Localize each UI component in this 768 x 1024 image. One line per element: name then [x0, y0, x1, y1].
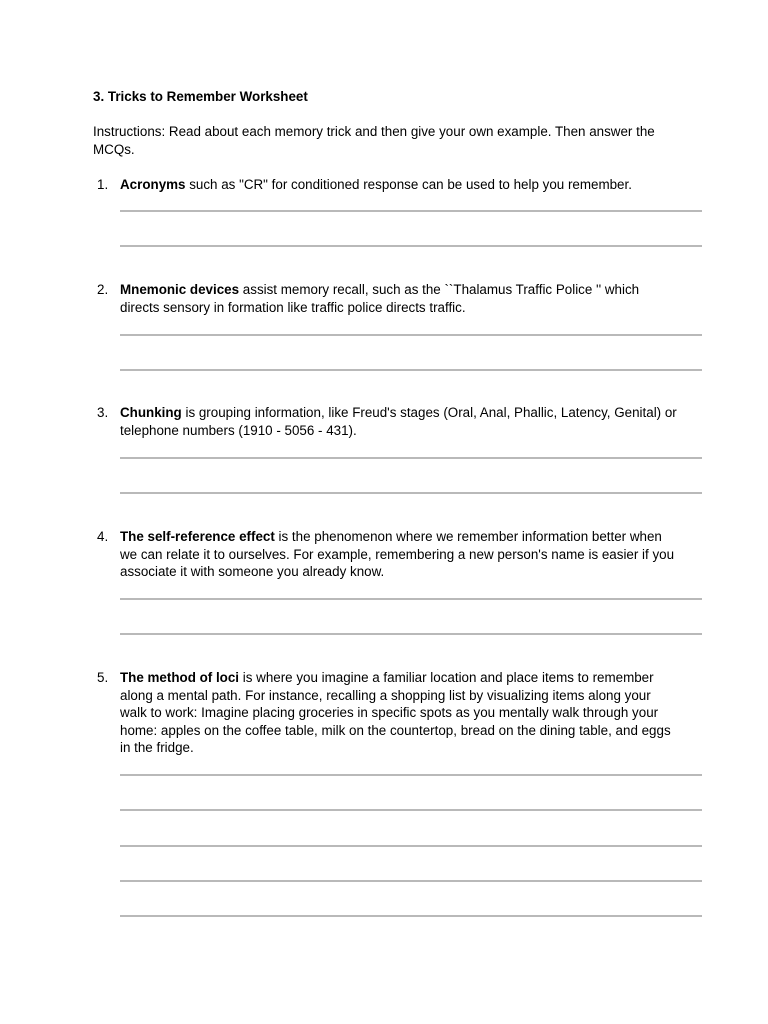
list-item-chunking	[93, 404, 703, 439]
item-number: 2.	[97, 282, 109, 297]
list-item-acronyms	[93, 176, 703, 194]
item-term: Acronyms	[120, 177, 186, 192]
item-text	[120, 528, 680, 581]
list-item-mnemonic-devices	[93, 281, 703, 316]
answer-line[interactable]	[120, 334, 702, 336]
item-term: Chunking	[120, 405, 182, 420]
item-number: 4.	[97, 529, 109, 544]
answer-line[interactable]	[120, 598, 702, 600]
item-number: 3.	[97, 405, 109, 420]
list-item-method-of-loci	[93, 669, 703, 757]
answer-line[interactable]	[120, 809, 702, 811]
answer-line[interactable]	[120, 845, 702, 847]
item-text	[120, 669, 680, 757]
item-number: 1.	[97, 177, 109, 192]
answer-line[interactable]	[120, 915, 702, 917]
answer-line[interactable]	[120, 880, 702, 882]
answer-line[interactable]	[120, 210, 702, 212]
list-item-self-reference-effect	[93, 528, 703, 581]
answer-line[interactable]	[120, 774, 702, 776]
item-term: The self-reference effect	[120, 529, 275, 544]
item-description: such as "CR" for conditioned response can be used to help you remember.	[185, 177, 632, 192]
item-text	[120, 404, 680, 439]
answer-line[interactable]	[120, 492, 702, 494]
item-number: 5.	[97, 670, 109, 685]
answer-line[interactable]	[120, 245, 702, 247]
instructions-text: Instructions: Read about each memory trick and then give your own example. Then answer the MCQs.	[93, 124, 655, 157]
item-text	[120, 176, 680, 194]
item-term: Mnemonic devices	[120, 282, 240, 297]
item-description: is the phenomenon where we remember information better when we can relate it to ourselves. For example, remembering a new person's name is easier if you associate it with someone you already know.	[120, 529, 675, 579]
answer-line[interactable]	[120, 369, 702, 371]
item-description: is where you imagine a familiar location and place items to remember along a mental path. For instance, recalling a shopping list by visualizing items along your walk to work: Imagine placing groceries in specific spots as you mentally walk through your home: apples on the coffee table, milk on the countertop, bread on the dining table, and eggs in the fridge.	[120, 670, 671, 755]
item-text	[120, 281, 680, 316]
answer-line[interactable]	[120, 633, 702, 635]
item-description: is grouping information, like Freud's stages (Oral, Anal, Phallic, Latency, Genital) or telephone numbers (1910 - 5056 - 431).	[120, 405, 677, 438]
item-description: assist memory recall, such as the ``Thalamus Traffic Police '' which directs sensory in formation like traffic police directs traffic.	[120, 282, 640, 315]
answer-line[interactable]	[120, 457, 702, 459]
item-term: The method of loci	[120, 670, 240, 685]
worksheet-title: 3. Tricks to Remember Worksheet	[93, 89, 308, 104]
